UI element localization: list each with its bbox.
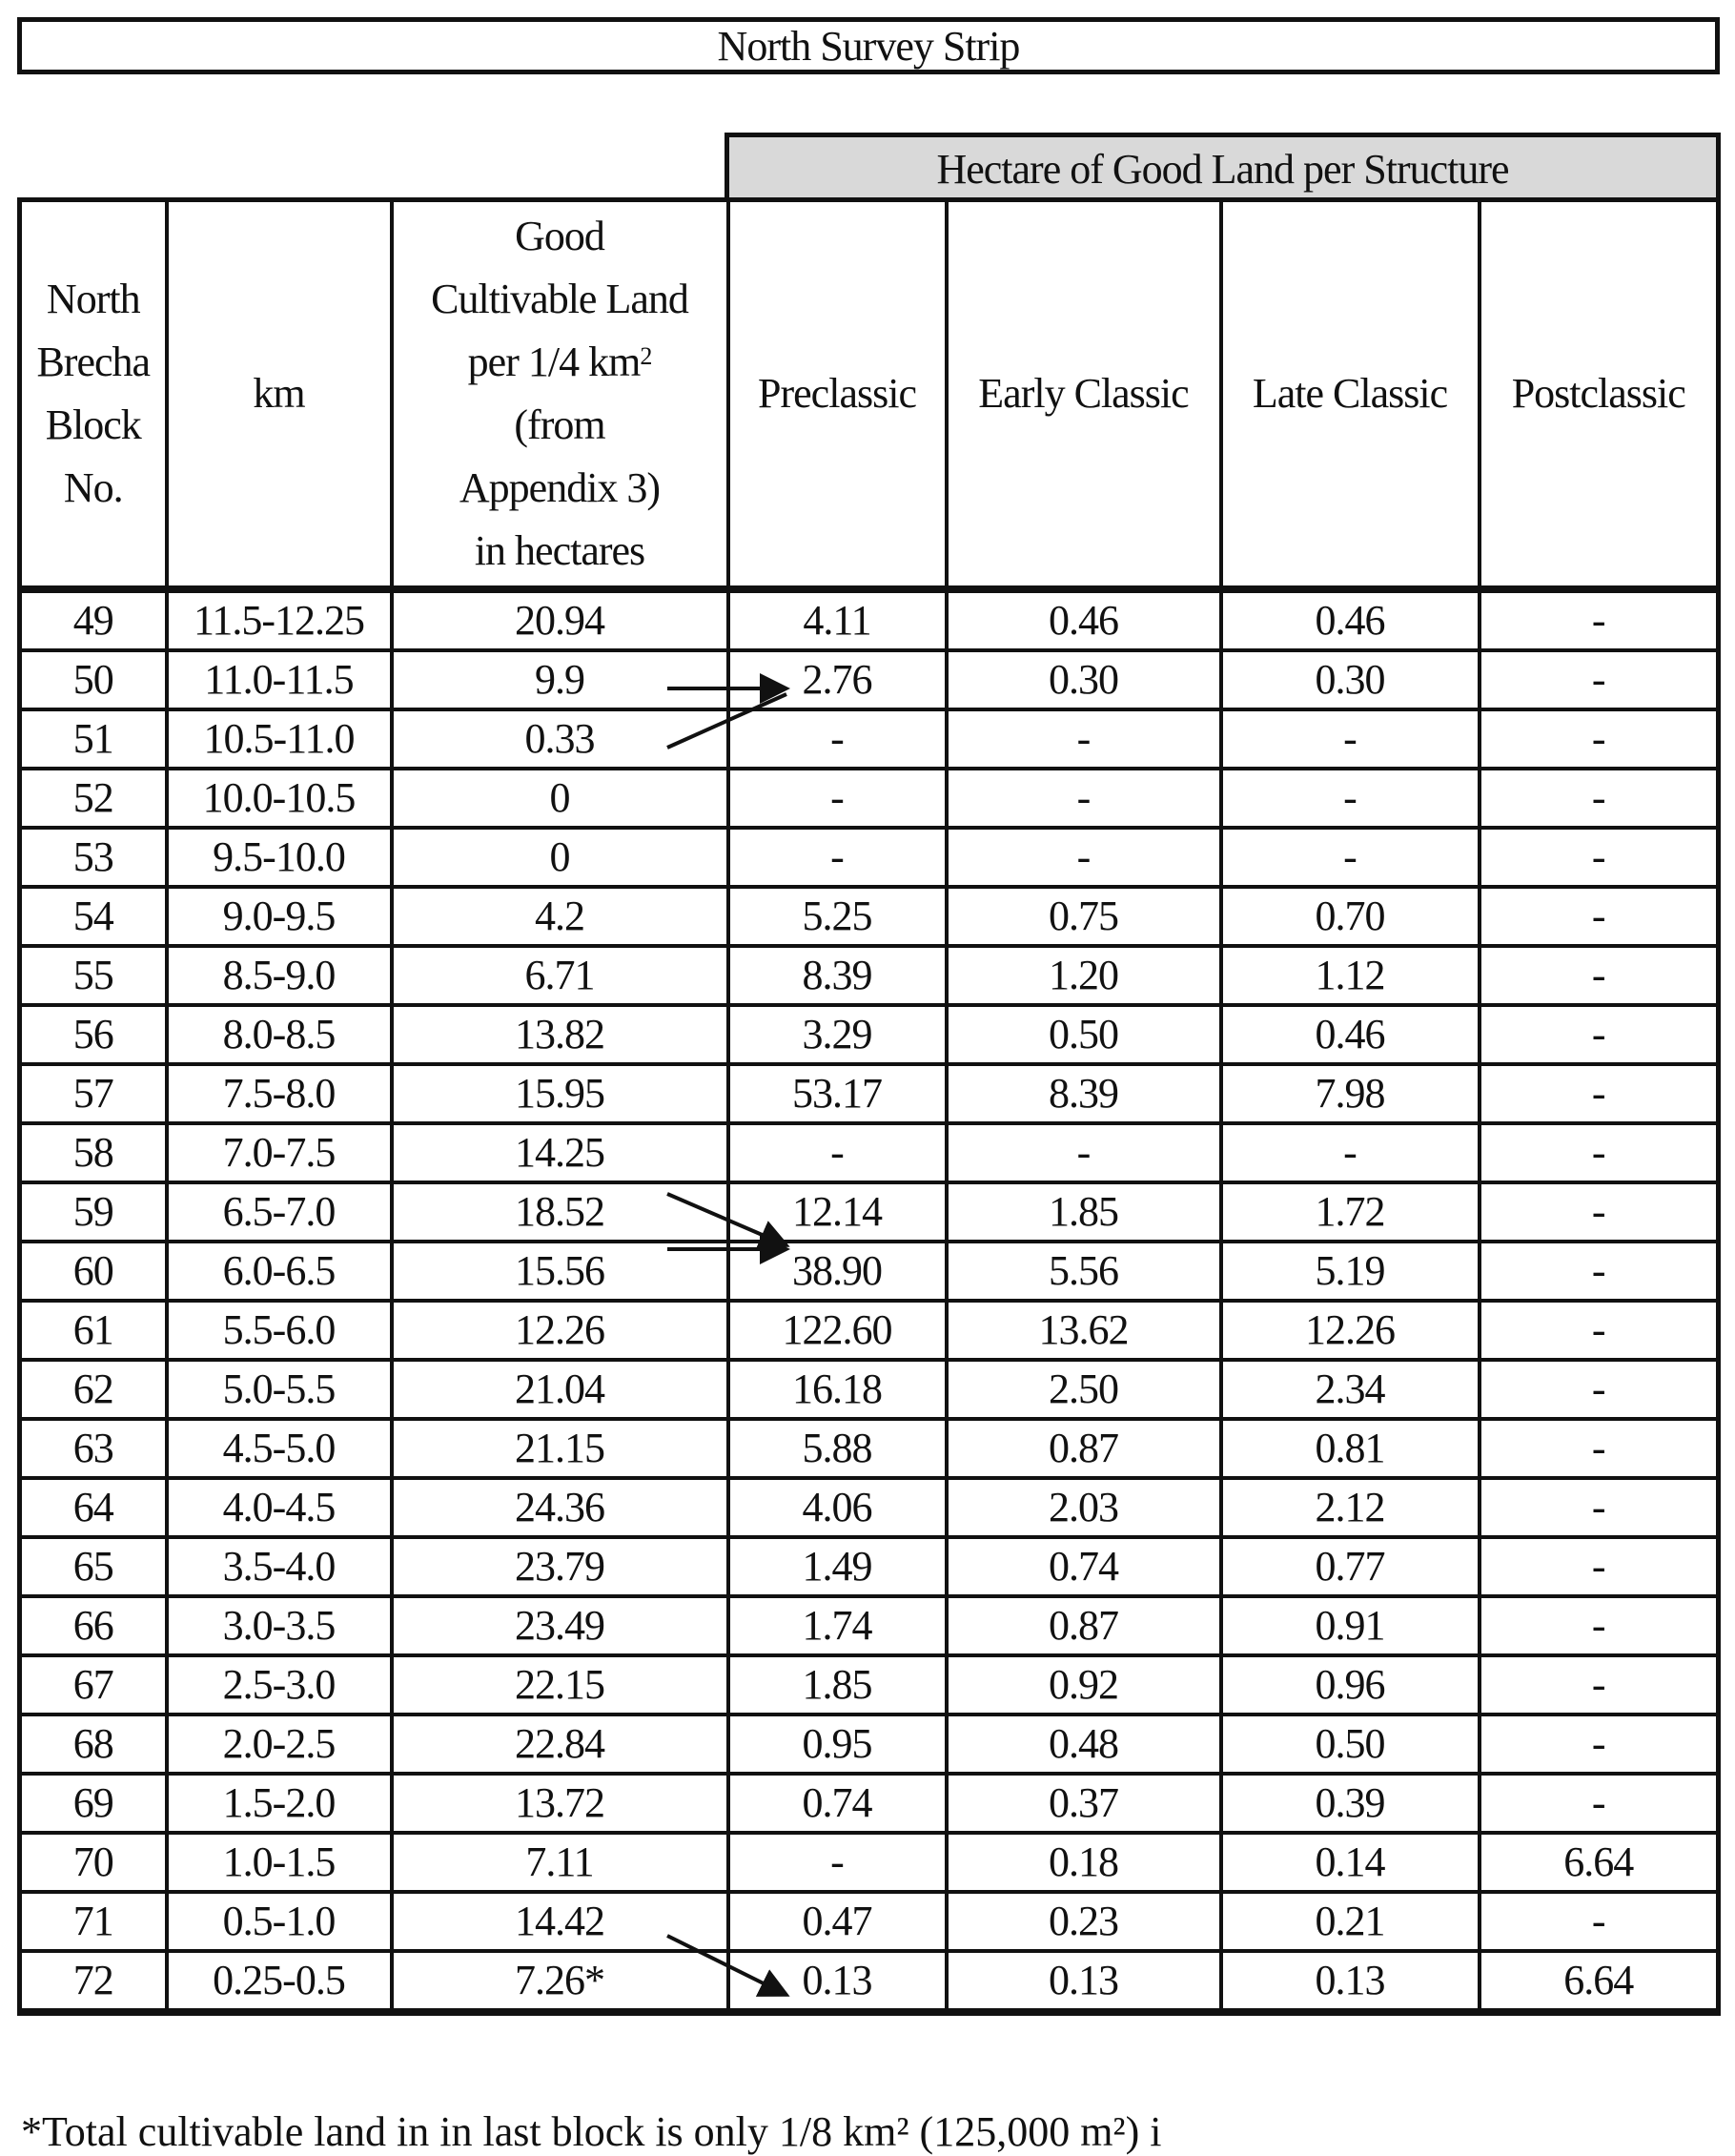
cell-post: - (1480, 1478, 1719, 1537)
cell-post: - (1480, 1360, 1719, 1419)
cell-block: 55 (20, 946, 167, 1005)
cell-land: 23.49 (392, 1596, 728, 1655)
col-header-block (20, 200, 167, 590)
cell-land: 20.94 (392, 589, 728, 650)
cell-post: - (1480, 1419, 1719, 1478)
cell-early: 1.20 (947, 946, 1221, 1005)
cell-pre: 0.95 (728, 1715, 947, 1774)
cell-late: 7.98 (1221, 1064, 1480, 1123)
cell-block: 64 (20, 1478, 167, 1537)
header-line: Appendix 3) (459, 464, 661, 511)
cell-km: 5.5-6.0 (167, 1301, 392, 1360)
survey-table (17, 197, 1721, 2016)
cell-post: - (1480, 709, 1719, 769)
col-header-preclassic: Preclassic (728, 200, 947, 590)
cell-km: 7.5-8.0 (167, 1064, 392, 1123)
header-line: Good (515, 213, 604, 259)
header-line: No. (63, 464, 123, 511)
cell-pre: 8.39 (728, 946, 947, 1005)
cell-km: 6.5-7.0 (167, 1182, 392, 1242)
cell-post: - (1480, 1064, 1719, 1123)
cell-post: - (1480, 887, 1719, 946)
cell-block: 59 (20, 1182, 167, 1242)
cell-km: 11.0-11.5 (167, 650, 392, 709)
cell-early: 0.87 (947, 1419, 1221, 1478)
cell-late: 2.12 (1221, 1478, 1480, 1537)
col-header-late-classic: Late Classic (1221, 200, 1480, 590)
header-text: per 1/4 km (467, 339, 641, 385)
cell-pre: 0.13 (728, 1951, 947, 2012)
cell-pre: 122.60 (728, 1301, 947, 1360)
cell-land: 23.79 (392, 1537, 728, 1596)
cell-pre: 1.85 (728, 1655, 947, 1715)
cell-late: 0.46 (1221, 589, 1480, 650)
cell-late: 0.91 (1221, 1596, 1480, 1655)
table-row (20, 1301, 1719, 1360)
cell-pre: 16.18 (728, 1360, 947, 1419)
table-row (20, 1892, 1719, 1951)
header-line: Block (45, 401, 141, 448)
cell-early: 13.62 (947, 1301, 1221, 1360)
cell-early: 0.18 (947, 1833, 1221, 1892)
cell-post: 6.64 (1480, 1833, 1719, 1892)
cell-block: 65 (20, 1537, 167, 1596)
cell-pre: 2.76 (728, 650, 947, 709)
cell-pre: 1.49 (728, 1537, 947, 1596)
table-title: North Survey Strip (17, 17, 1720, 74)
cell-pre: - (728, 828, 947, 887)
cell-late: 0.14 (1221, 1833, 1480, 1892)
cell-block: 68 (20, 1715, 167, 1774)
cell-km: 4.0-4.5 (167, 1478, 392, 1537)
cell-early: 2.03 (947, 1478, 1221, 1537)
cell-block: 61 (20, 1301, 167, 1360)
cell-post: - (1480, 1005, 1719, 1064)
table-row (20, 1951, 1719, 2012)
group-header-hectare-per-structure: Hectare of Good Land per Structure (725, 133, 1721, 200)
cell-block: 51 (20, 709, 167, 769)
cell-block: 60 (20, 1242, 167, 1301)
header-line: Cultivable Land (431, 276, 688, 322)
cell-km: 2.0-2.5 (167, 1715, 392, 1774)
cell-early: - (947, 1123, 1221, 1182)
table-row (20, 1182, 1719, 1242)
cell-land: 7.11 (392, 1833, 728, 1892)
cell-land: 14.25 (392, 1123, 728, 1182)
table-row (20, 1715, 1719, 1774)
cell-km: 9.5-10.0 (167, 828, 392, 887)
col-header-early-classic: Early Classic (947, 200, 1221, 590)
cell-km: 8.5-9.0 (167, 946, 392, 1005)
cell-late: 0.13 (1221, 1951, 1480, 2012)
cell-km: 2.5-3.0 (167, 1655, 392, 1715)
cell-km: 9.0-9.5 (167, 887, 392, 946)
cell-early: 0.74 (947, 1537, 1221, 1596)
cell-early: 0.23 (947, 1892, 1221, 1951)
table-row (20, 887, 1719, 946)
cell-pre: 3.29 (728, 1005, 947, 1064)
cell-land: 13.72 (392, 1774, 728, 1833)
table-row (20, 828, 1719, 887)
cell-land: 14.42 (392, 1892, 728, 1951)
cell-post: 6.64 (1480, 1951, 1719, 2012)
header-row (20, 200, 1719, 590)
cell-km: 1.5-2.0 (167, 1774, 392, 1833)
cell-block: 66 (20, 1596, 167, 1655)
cell-early: 2.50 (947, 1360, 1221, 1419)
cell-pre: - (728, 709, 947, 769)
cell-post: - (1480, 1892, 1719, 1951)
header-line: in hectares (474, 527, 645, 574)
cell-early: 5.56 (947, 1242, 1221, 1301)
cell-pre: 38.90 (728, 1242, 947, 1301)
cell-early: 1.85 (947, 1182, 1221, 1242)
header-line: Brecha (36, 339, 151, 385)
cell-post: - (1480, 946, 1719, 1005)
cell-post: - (1480, 1537, 1719, 1596)
cell-block: 69 (20, 1774, 167, 1833)
cell-land: 24.36 (392, 1478, 728, 1537)
cell-km: 10.0-10.5 (167, 769, 392, 828)
cell-early: 8.39 (947, 1064, 1221, 1123)
cell-post: - (1480, 828, 1719, 887)
header-line: (from (514, 401, 605, 448)
cell-pre: - (728, 1123, 947, 1182)
cell-block: 62 (20, 1360, 167, 1419)
table-row (20, 1655, 1719, 1715)
table-row (20, 946, 1719, 1005)
table-row (20, 709, 1719, 769)
cell-post: - (1480, 1182, 1719, 1242)
cell-post: - (1480, 650, 1719, 709)
cell-km: 8.0-8.5 (167, 1005, 392, 1064)
cell-pre: 5.88 (728, 1419, 947, 1478)
col-header-km: km (167, 200, 392, 590)
cell-early: 0.87 (947, 1596, 1221, 1655)
table-row (20, 1242, 1719, 1301)
table-row (20, 1478, 1719, 1537)
cell-late: - (1221, 828, 1480, 887)
cell-block: 70 (20, 1833, 167, 1892)
cell-land: 0 (392, 828, 728, 887)
cell-early: 0.46 (947, 589, 1221, 650)
header-line: North (46, 276, 140, 322)
cell-late: - (1221, 709, 1480, 769)
cell-late: 2.34 (1221, 1360, 1480, 1419)
cell-early: - (947, 769, 1221, 828)
cell-km: 0.5-1.0 (167, 1892, 392, 1951)
cell-early: 0.50 (947, 1005, 1221, 1064)
cell-block: 71 (20, 1892, 167, 1951)
cell-land: 6.71 (392, 946, 728, 1005)
cell-block: 72 (20, 1951, 167, 2012)
cell-block: 58 (20, 1123, 167, 1182)
cell-early: - (947, 709, 1221, 769)
cell-post: - (1480, 1301, 1719, 1360)
table-row (20, 1774, 1719, 1833)
table-row (20, 1419, 1719, 1478)
cell-km: 0.25-0.5 (167, 1951, 392, 2012)
cell-pre: 1.74 (728, 1596, 947, 1655)
cell-block: 53 (20, 828, 167, 887)
cell-land: 7.26* (392, 1951, 728, 2012)
cell-late: 0.30 (1221, 650, 1480, 709)
cell-late: 0.50 (1221, 1715, 1480, 1774)
superscript: 2 (640, 342, 652, 370)
cell-pre: 12.14 (728, 1182, 947, 1242)
footnote: *Total cultivable land in in last block is only 1/8 km² (125,000 m²) i (21, 2108, 1162, 2155)
cell-land: 22.84 (392, 1715, 728, 1774)
table-row (20, 589, 1719, 650)
table-row (20, 1360, 1719, 1419)
cell-pre: 0.47 (728, 1892, 947, 1951)
cell-block: 50 (20, 650, 167, 709)
cell-early: - (947, 828, 1221, 887)
cell-land: 13.82 (392, 1005, 728, 1064)
cell-pre: 53.17 (728, 1064, 947, 1123)
cell-land: 21.15 (392, 1419, 728, 1478)
cell-land: 12.26 (392, 1301, 728, 1360)
cell-pre: - (728, 1833, 947, 1892)
cell-km: 6.0-6.5 (167, 1242, 392, 1301)
cell-late: - (1221, 769, 1480, 828)
cell-late: 12.26 (1221, 1301, 1480, 1360)
cell-block: 67 (20, 1655, 167, 1715)
cell-pre: 0.74 (728, 1774, 947, 1833)
col-header-good-land (392, 200, 728, 590)
cell-km: 1.0-1.5 (167, 1833, 392, 1892)
table-row (20, 1123, 1719, 1182)
cell-block: 49 (20, 589, 167, 650)
cell-post: - (1480, 589, 1719, 650)
table-row (20, 650, 1719, 709)
cell-land: 4.2 (392, 887, 728, 946)
table-row (20, 1537, 1719, 1596)
cell-land: 0 (392, 769, 728, 828)
cell-late: 0.81 (1221, 1419, 1480, 1478)
cell-early: 0.92 (947, 1655, 1221, 1715)
cell-late: 0.96 (1221, 1655, 1480, 1715)
cell-late: - (1221, 1123, 1480, 1182)
cell-early: 0.30 (947, 650, 1221, 709)
cell-km: 11.5-12.25 (167, 589, 392, 650)
cell-late: 0.46 (1221, 1005, 1480, 1064)
table-row (20, 769, 1719, 828)
header-line (394, 331, 726, 394)
cell-late: 1.12 (1221, 946, 1480, 1005)
cell-km: 5.0-5.5 (167, 1360, 392, 1419)
cell-post: - (1480, 769, 1719, 828)
cell-pre: 4.11 (728, 589, 947, 650)
cell-late: 0.70 (1221, 887, 1480, 946)
cell-early: 0.37 (947, 1774, 1221, 1833)
cell-block: 57 (20, 1064, 167, 1123)
col-header-postclassic: Postclassic (1480, 200, 1719, 590)
cell-km: 3.0-3.5 (167, 1596, 392, 1655)
cell-land: 0.33 (392, 709, 728, 769)
cell-km: 7.0-7.5 (167, 1123, 392, 1182)
cell-km: 3.5-4.0 (167, 1537, 392, 1596)
cell-km: 10.5-11.0 (167, 709, 392, 769)
cell-late: 0.77 (1221, 1537, 1480, 1596)
cell-early: 0.48 (947, 1715, 1221, 1774)
cell-land: 15.95 (392, 1064, 728, 1123)
table-row (20, 1005, 1719, 1064)
cell-pre: 5.25 (728, 887, 947, 946)
cell-late: 0.21 (1221, 1892, 1480, 1951)
cell-pre: - (728, 769, 947, 828)
cell-land: 22.15 (392, 1655, 728, 1715)
cell-pre: 4.06 (728, 1478, 947, 1537)
cell-late: 0.39 (1221, 1774, 1480, 1833)
cell-post: - (1480, 1123, 1719, 1182)
cell-block: 56 (20, 1005, 167, 1064)
cell-early: 0.13 (947, 1951, 1221, 2012)
cell-post: - (1480, 1596, 1719, 1655)
cell-land: 18.52 (392, 1182, 728, 1242)
cell-block: 54 (20, 887, 167, 946)
cell-late: 1.72 (1221, 1182, 1480, 1242)
cell-post: - (1480, 1655, 1719, 1715)
cell-late: 5.19 (1221, 1242, 1480, 1301)
cell-km: 4.5-5.0 (167, 1419, 392, 1478)
cell-post: - (1480, 1242, 1719, 1301)
cell-block: 52 (20, 769, 167, 828)
table-row (20, 1833, 1719, 1892)
cell-early: 0.75 (947, 887, 1221, 946)
cell-land: 9.9 (392, 650, 728, 709)
table-row (20, 1596, 1719, 1655)
cell-block: 63 (20, 1419, 167, 1478)
table-row (20, 1064, 1719, 1123)
cell-land: 21.04 (392, 1360, 728, 1419)
cell-post: - (1480, 1774, 1719, 1833)
cell-land: 15.56 (392, 1242, 728, 1301)
cell-post: - (1480, 1715, 1719, 1774)
